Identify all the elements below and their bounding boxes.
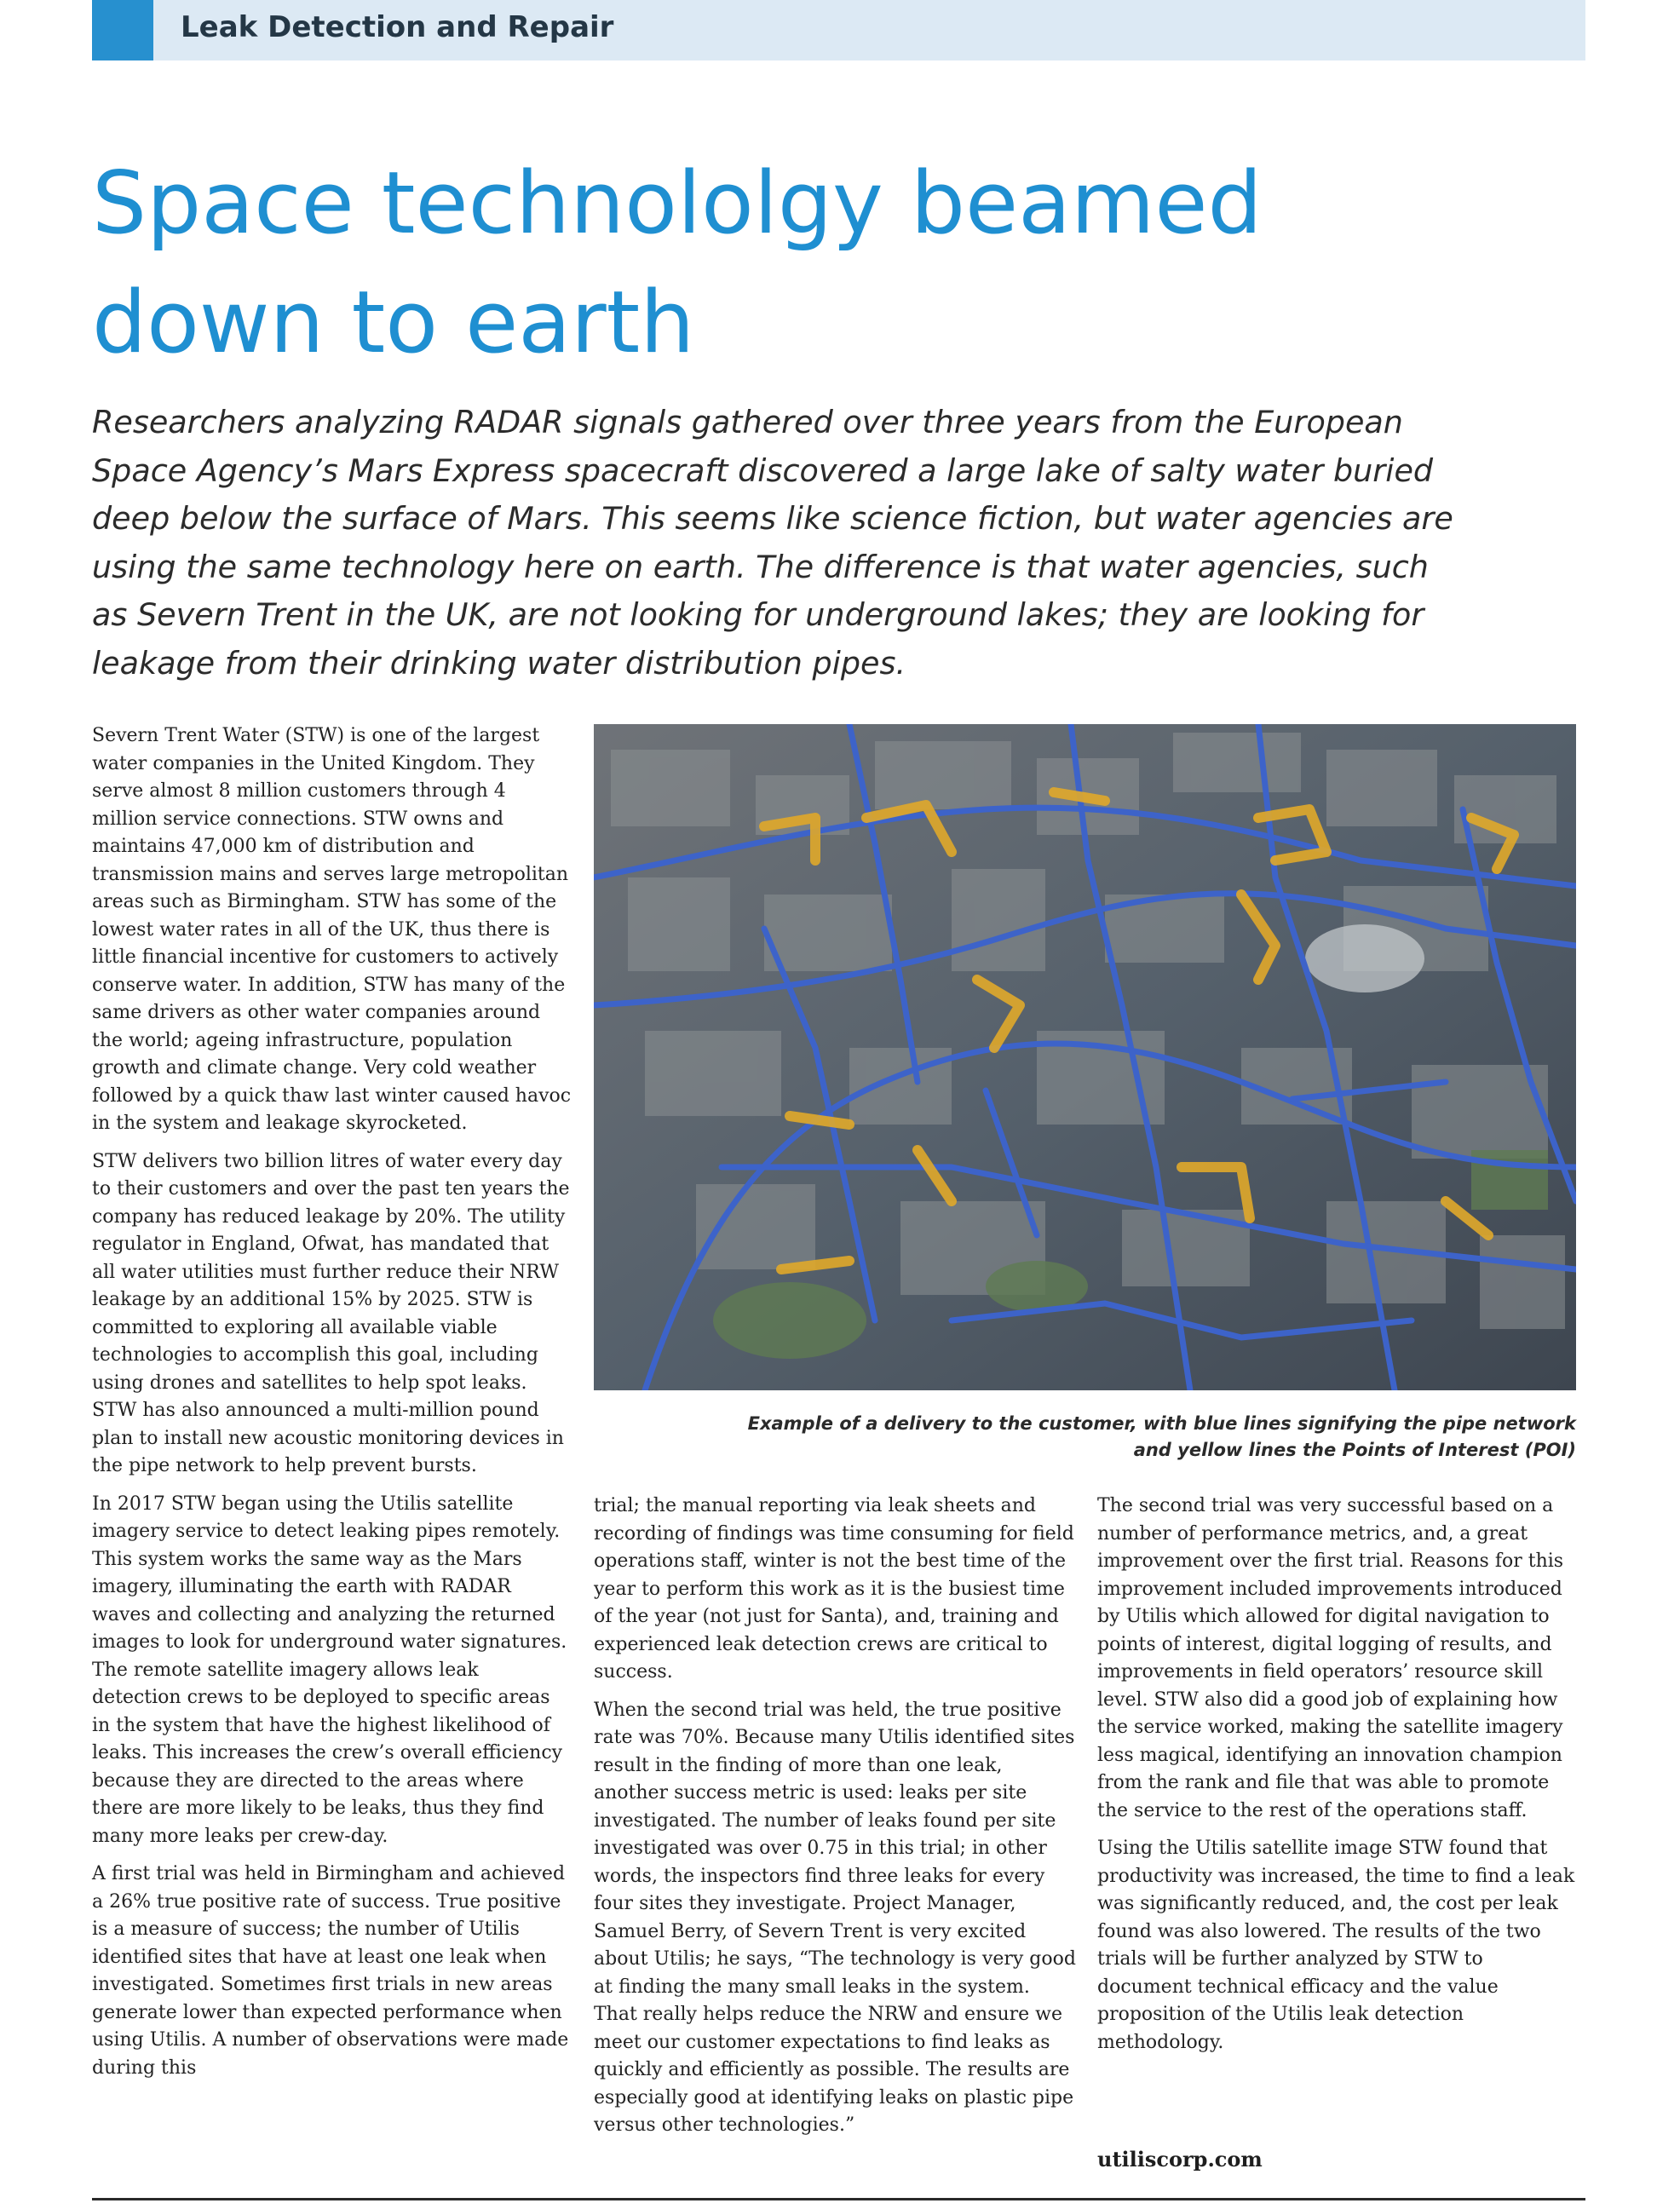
body-paragraph: A first trial was held in Birmingham and achieved a 26% true positive rate of success. True positive is a measure of success; the number of Utilis identified sites that have at least one leak when investigated. Sometimes first trials in new areas generate lower than expected performance when using Utilis. A number of observations were made during this [92,1863,569,2079]
body-paragraph: Severn Trent Water (STW) is one of the largest water companies in the United Kingdom. They serve almost 8 million customers through 4 million service connections. STW owns and maintains 47,000 km of distribution and transmission mains and serves large metropolitan areas such as Birmingham. STW has some of the lowest water rates in all of the UK, thus there is little financial incentive for customers to actively conserve water. In addition, STW has many of the same drivers as other water companies around the world; ageing infrastructure, population growth and climate change. Very cold weather followed by a quick thaw last winter caused havoc in the system and leakage skyrocketed. [92,725,572,1134]
standfirst-line: using the same technology here on earth. The difference is that water agencies, such [92,548,1429,585]
section-accent-block [92,0,153,60]
headline-line: Space technololgy beamed [92,152,1263,253]
caption-line: Example of a delivery to the customer, with blue lines signifying the pipe network [747,1413,1576,1434]
body-column-1 [92,722,573,2092]
body-column-3 [1097,1493,1579,2067]
website-link[interactable]: utiliscorp.com [1097,2147,1263,2172]
article-headline [92,143,1540,382]
standfirst-line: as Severn Trent in the UK, are not looking for underground lakes; they are looking for [92,596,1424,633]
body-paragraph: Using the Utilis satellite image STW found that productivity was increased, the time to find a leak was significantly reduced, and, the cost per leak found was also lowered. The results of the two trials will be further analyzed by STW to document technical efficacy and the value proposition of the Utilis leak detection methodology. [1097,1838,1575,2053]
footer-rule [92,2198,1585,2200]
satellite-pipe-network-image [594,724,1576,1390]
body-paragraph: trial; the manual reporting via leak sheets and recording of findings was time consuming for field operations staff, winter is not the best time of the year to perform this work as it is the busiest time of the year (not just for Santa), and, training and experienced leak detection crews are critical to success. [594,1495,1074,1683]
standfirst-line: Researchers analyzing RADAR signals gathered over three years from the European [92,404,1403,440]
body-paragraph: In 2017 STW began using the Utilis satellite imagery service to detect leaking pipes remotely. This system works the same way as the Mars imagery, illuminating the earth with RADAR waves and collecting and analyzing the returned images to look for underground water signatures. The remote satellite imagery allows leak detection crews to be deployed to specific areas in the system that have the highest likelihood of leaks. This increases the crew’s overall efficiency because they are directed to the areas where there are more likely to be leaks, thus they find many more leaks per crew-day. [92,1493,567,1847]
article-standfirst [92,399,1540,687]
section-label: Leak Detection and Repair [181,10,614,44]
image-caption [594,1411,1576,1464]
body-paragraph: The second trial was very successful based on a number of performance metrics, and, a great improvement over the first trial. Reasons for this improvement included improvements introduced by Utilis which allowed for digital navigation to points of interest, digital logging of results, and improvements in field operators’ resource skill level. STW also did a good job of explaining how the service worked, making the satellite imagery less magical, identifying an innovation champion from the rank and file that was able to promote the service to the rest of the operations staff. [1097,1495,1564,1821]
standfirst-line: Space Agency’s Mars Express spacecraft discovered a large lake of salty water buried [92,452,1434,489]
headline-line: down to earth [92,272,695,372]
standfirst-line: leakage from their drinking water distribution pipes. [92,644,906,682]
section-header-bar [92,0,1585,60]
caption-line: and yellow lines the Points of Interest (POI) [1133,1440,1576,1460]
body-paragraph: When the second trial was held, the true positive rate was 70%. Because many Utilis identified sites result in the finding of more than one leak, another success metric is used: leaks per site investigated. The number of leaks found per site investigated was over 0.75 in this trial; in other words, the inspectors find three leaks for every four sites they investigate. Project Manager, Samuel Berry, of Severn Trent is very excited about Utilis; he says, “The technology is very good at finding the many small leaks in the system. That really helps reduce the NRW and ensure we meet our customer expectations to find leaks as quickly and efficiently as possible. The results are especially good at identifying leaks on plastic pipe versus other technologies.” [594,1699,1076,2136]
body-column-2 [594,1493,1076,2150]
standfirst-line: deep below the surface of Mars. This seems like science fiction, but water agencies are [92,500,1453,537]
aerial-map-graphic [594,724,1576,1390]
body-paragraph: STW delivers two billion litres of water every day to their customers and over the past ten years the company has reduced leakage by 20%. The utility regulator in England, Ofwat, has mandated that all water utilities must further reduce their NRW leakage by an additional 15% by 2025. STW is committed to exploring all available viable technologies to accomplish this goal, including using drones and satellites to help spot leaks. STW has also announced a multi-million pound plan to install new acoustic monitoring devices in the pipe network to help prevent bursts. [92,1150,570,1476]
station-roof [1305,924,1424,992]
